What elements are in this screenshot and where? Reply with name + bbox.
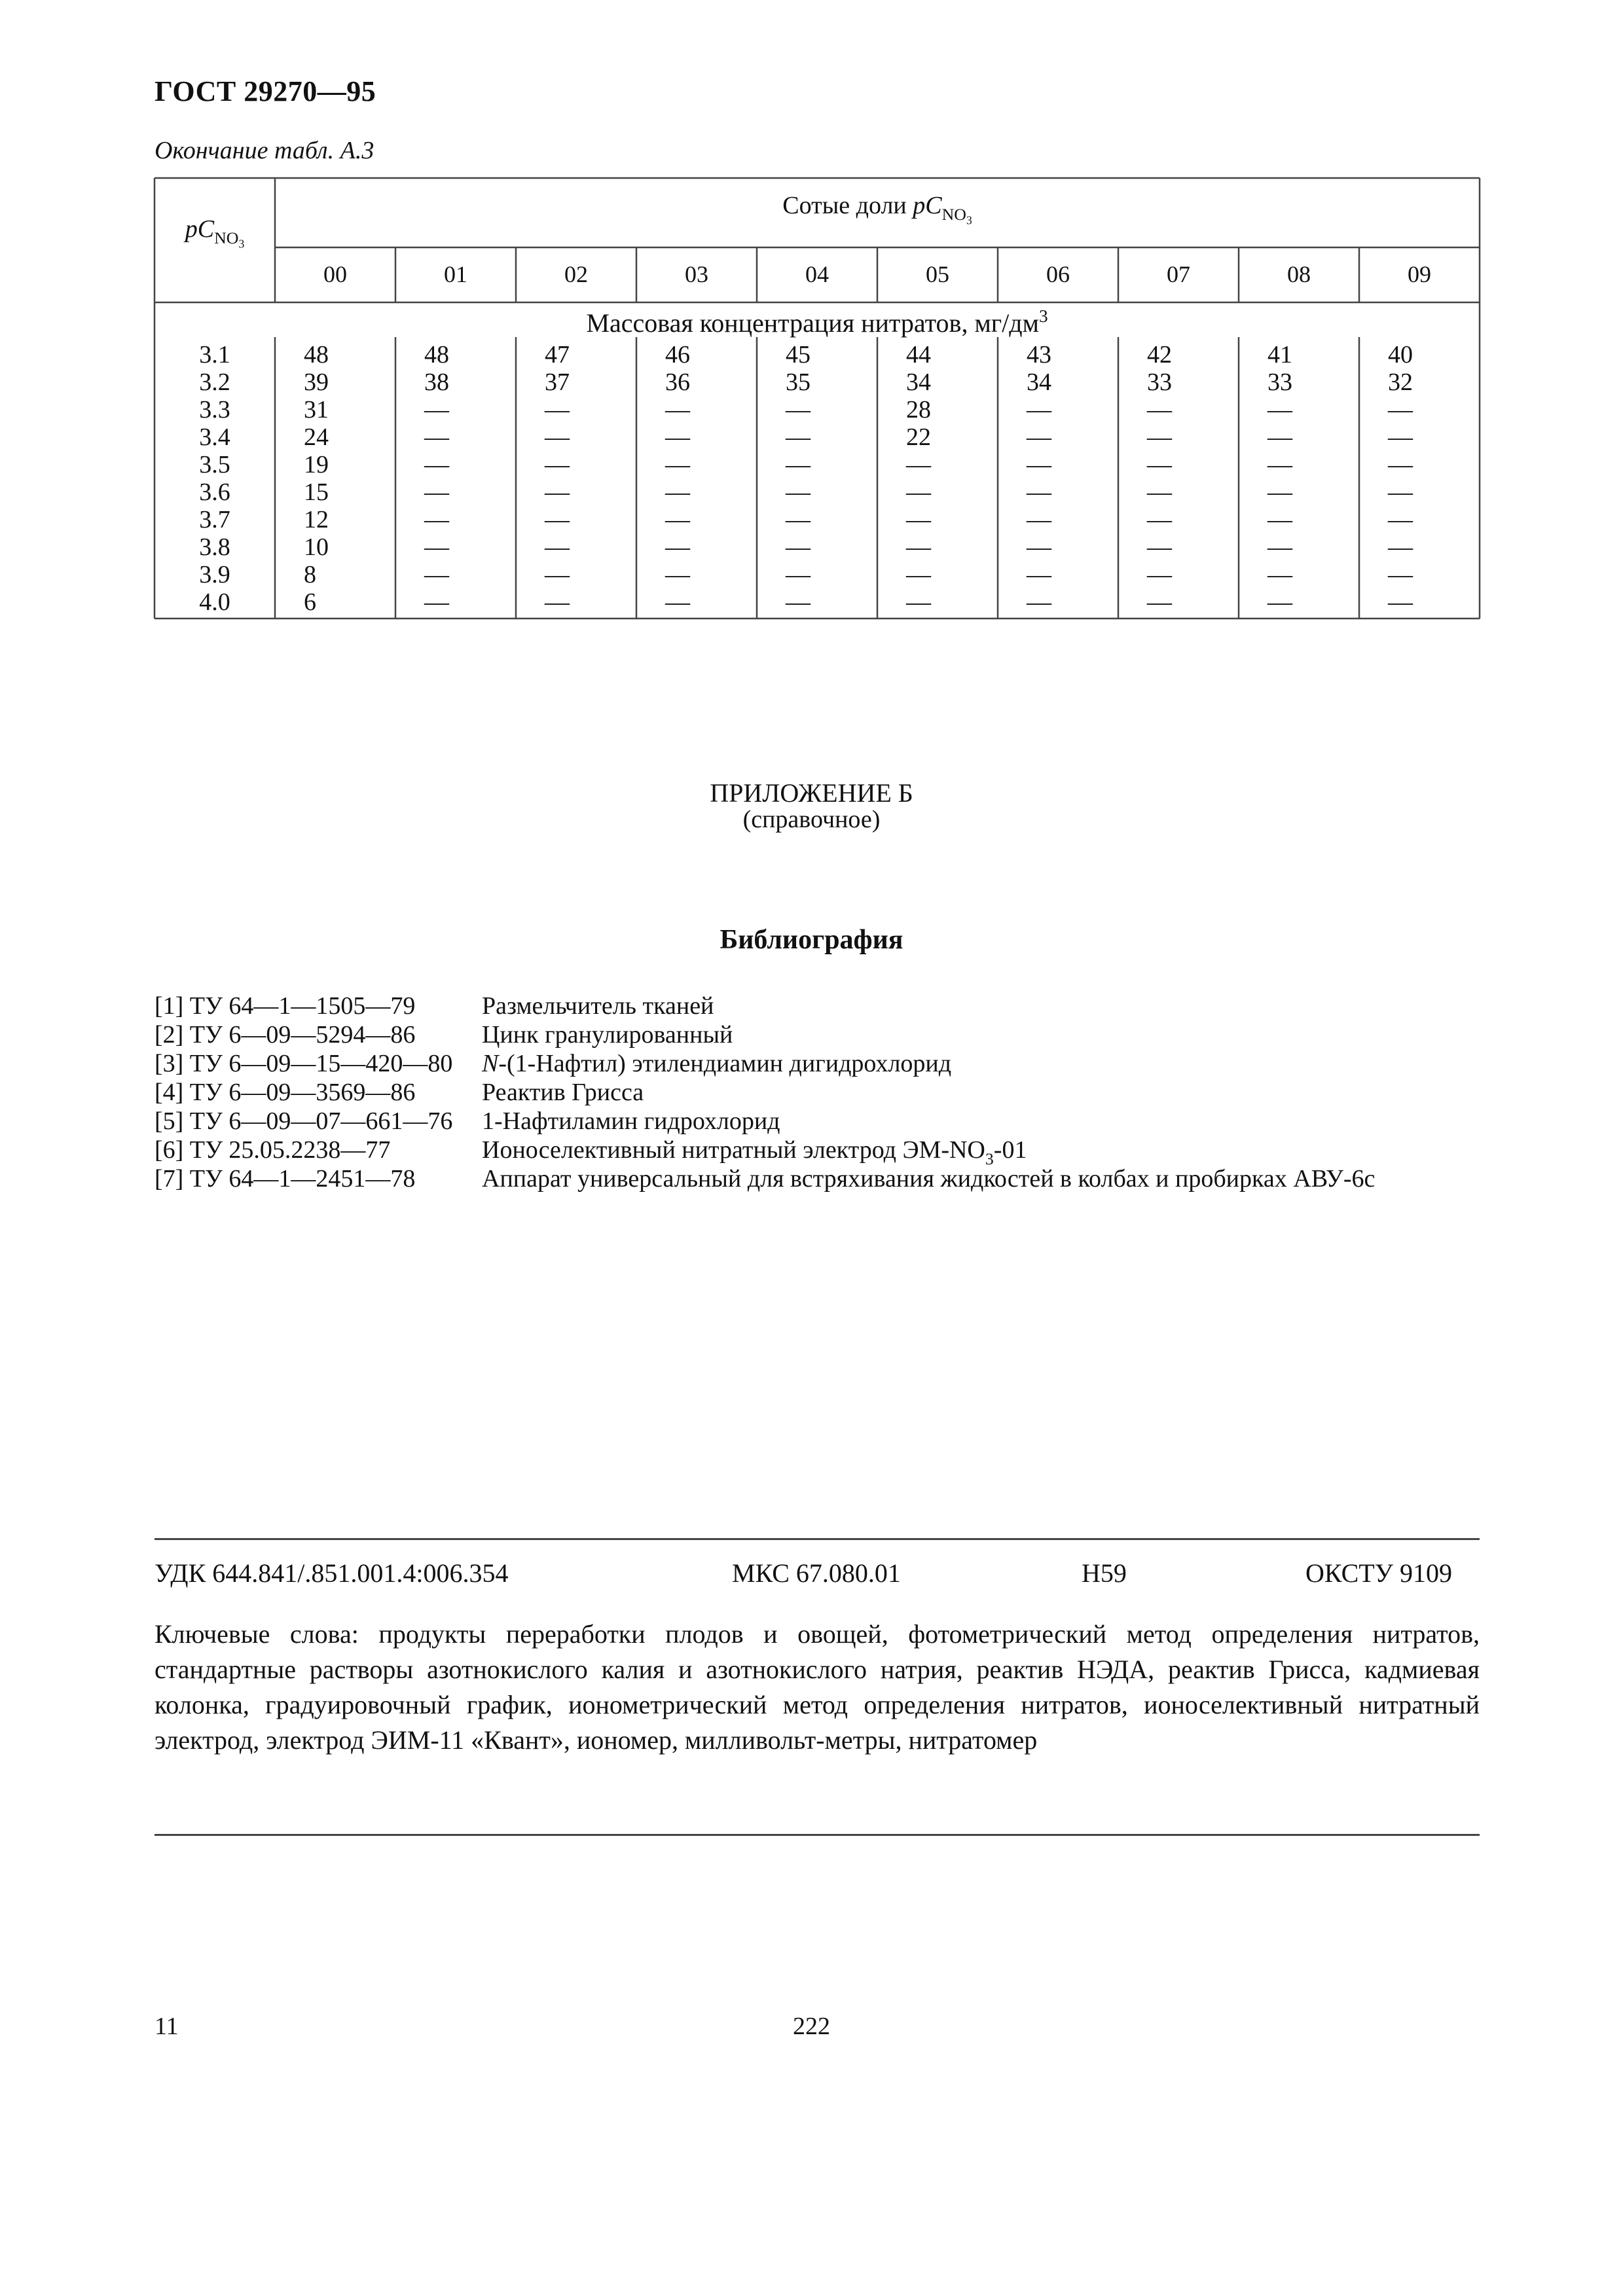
table-row-label: 3.8 bbox=[199, 533, 230, 561]
table-cell: — bbox=[1147, 561, 1172, 588]
table-cell: 12 bbox=[304, 506, 329, 533]
column-header: 09 bbox=[1408, 261, 1431, 287]
table-cell: — bbox=[1388, 506, 1413, 533]
table-cell: — bbox=[424, 478, 449, 506]
table-cell: — bbox=[665, 396, 690, 423]
table-cell: 42 bbox=[1147, 341, 1172, 368]
table-cell: — bbox=[545, 423, 570, 451]
table-cell: — bbox=[1267, 588, 1292, 616]
group-header: Сотые доли $pC_{NO_3}$ bbox=[782, 192, 972, 227]
table-cell: 39 bbox=[304, 368, 329, 396]
table-cell: — bbox=[906, 478, 931, 506]
table-cell: — bbox=[1267, 478, 1292, 506]
table-cell: — bbox=[1388, 533, 1413, 561]
page-number: 222 bbox=[793, 2013, 830, 2040]
table-cell: — bbox=[1388, 451, 1413, 478]
table-cell: — bbox=[665, 478, 690, 506]
table-cell: — bbox=[1027, 561, 1051, 588]
column-header: 03 bbox=[685, 261, 708, 287]
table-cell: — bbox=[665, 533, 690, 561]
footer-divider-bottom bbox=[155, 1834, 1480, 1836]
column-header: 07 bbox=[1167, 261, 1190, 287]
table-cell: 33 bbox=[1147, 368, 1172, 396]
table-cell: — bbox=[1027, 588, 1051, 616]
table-cell: — bbox=[1147, 423, 1172, 451]
table-cell: — bbox=[424, 533, 449, 561]
table-caption: Окончание табл. А.3 bbox=[155, 137, 374, 164]
bib-title: 1-Нафтиламин гидрохлорид bbox=[482, 1107, 780, 1135]
table-cell: — bbox=[1027, 478, 1051, 506]
bib-ref: [4] ТУ 6—09—3569—86 bbox=[155, 1079, 416, 1106]
table-row-label: 3.4 bbox=[199, 423, 230, 451]
table-cell: — bbox=[424, 451, 449, 478]
table-cell: — bbox=[1388, 396, 1413, 423]
table-cell: — bbox=[906, 506, 931, 533]
table-cell: 48 bbox=[424, 341, 449, 368]
table-cell: 43 bbox=[1027, 341, 1051, 368]
table-cell: 41 bbox=[1267, 341, 1292, 368]
okstu-code: ОКСТУ 9109 bbox=[1305, 1558, 1453, 1588]
table-cell: 35 bbox=[786, 368, 811, 396]
table-cell: — bbox=[906, 588, 931, 616]
table-cell: 24 bbox=[304, 423, 329, 451]
table-cell: — bbox=[545, 451, 570, 478]
table-cell: 22 bbox=[906, 423, 931, 451]
table-cell: 19 bbox=[304, 451, 329, 478]
table-cell: — bbox=[786, 588, 811, 616]
column-header: 00 bbox=[323, 261, 347, 287]
table-row-label: 3.3 bbox=[199, 396, 230, 423]
column-header: 01 bbox=[444, 261, 467, 287]
appendix-title: ПРИЛОЖЕНИЕ Б bbox=[710, 778, 913, 808]
table-cell: 28 bbox=[906, 396, 931, 423]
keywords-paragraph: Ключевые слова: продукты переработки плодов и овощей, фотометрический метод определения нитратов, стандартные растворы азотнокислого калия и азотнокислого натрия, реактив НЭДА, реактив Грисса, кадмиевая колонка, градуировочный график, ионометрический метод определения нитратов, ионоселективный нитратный электрод, электрод ЭИМ-11 «Квант», иономер, милливольт-метры, нитратомер bbox=[155, 1619, 1480, 1755]
table-cell: — bbox=[665, 451, 690, 478]
bibliography-title: Библиография bbox=[720, 925, 903, 955]
table-cell: 32 bbox=[1388, 368, 1413, 396]
table-cell: — bbox=[545, 533, 570, 561]
table-cell: — bbox=[1267, 506, 1292, 533]
row-header: $pC_{NO_3}$ bbox=[185, 215, 245, 251]
table-cell: — bbox=[424, 588, 449, 616]
document-header: ГОСТ 29270—95 bbox=[155, 75, 376, 107]
table-cell: — bbox=[545, 561, 570, 588]
table-cell: — bbox=[545, 478, 570, 506]
table-row-label: 3.2 bbox=[199, 368, 230, 396]
table-row-label: 3.1 bbox=[199, 341, 230, 368]
table-cell: 36 bbox=[665, 368, 690, 396]
table-cell: — bbox=[1027, 451, 1051, 478]
bib-ref: [1] ТУ 64—1—1505—79 bbox=[155, 992, 416, 1020]
table-cell: — bbox=[424, 423, 449, 451]
table-cell: 46 bbox=[665, 341, 690, 368]
table-cell: 33 bbox=[1267, 368, 1292, 396]
table-cell: 34 bbox=[1027, 368, 1051, 396]
bib-ref: [3] ТУ 6—09—15—420—80 bbox=[155, 1050, 453, 1077]
bib-ref: [2] ТУ 6—09—5294—86 bbox=[155, 1021, 416, 1049]
page-left-number: 11 bbox=[155, 2013, 179, 2040]
table-cell: — bbox=[1388, 561, 1413, 588]
table-cell: — bbox=[1388, 423, 1413, 451]
table-cell: — bbox=[545, 588, 570, 616]
table-cell: — bbox=[665, 423, 690, 451]
table-cell: — bbox=[906, 561, 931, 588]
table-cell: 10 bbox=[304, 533, 329, 561]
table-cell: 6 bbox=[304, 588, 316, 616]
table-cell: — bbox=[424, 396, 449, 423]
table-row-label: 3.7 bbox=[199, 506, 230, 533]
table-cell: — bbox=[424, 506, 449, 533]
udc-code: УДК 644.841/.851.001.4:006.354 bbox=[155, 1558, 509, 1588]
table-cell: — bbox=[786, 423, 811, 451]
bib-title: Цинк гранулированный bbox=[482, 1021, 733, 1049]
table-cell: — bbox=[906, 451, 931, 478]
table-cell: 45 bbox=[786, 341, 811, 368]
table-span-label: Массовая концентрация нитратов, $мг/дм^3$ bbox=[586, 306, 1048, 338]
table-cell: — bbox=[786, 506, 811, 533]
table-cell: 34 bbox=[906, 368, 931, 396]
table-cell: — bbox=[665, 561, 690, 588]
column-header: 08 bbox=[1287, 261, 1311, 287]
table-cell: — bbox=[1147, 478, 1172, 506]
table-cell: — bbox=[545, 506, 570, 533]
bib-title: Ионоселективный нитратный электрод $ЭМ-NO_3-01$ bbox=[482, 1136, 1027, 1168]
table-cell: — bbox=[665, 506, 690, 533]
classification-code: Н59 bbox=[1082, 1558, 1127, 1588]
table-cell: — bbox=[1147, 588, 1172, 616]
table-cell: — bbox=[1147, 396, 1172, 423]
table-cell: — bbox=[1147, 533, 1172, 561]
table-cell: — bbox=[786, 478, 811, 506]
bib-ref: [6] ТУ 25.05.2238—77 bbox=[155, 1136, 391, 1164]
table-cell: 48 bbox=[304, 341, 329, 368]
table-cell: — bbox=[1267, 561, 1292, 588]
table-cell: 47 bbox=[545, 341, 570, 368]
table-cell: — bbox=[1027, 533, 1051, 561]
table-cell: — bbox=[1388, 478, 1413, 506]
column-header: 04 bbox=[805, 261, 829, 287]
table-cell: — bbox=[786, 533, 811, 561]
table-row-label: 4.0 bbox=[199, 588, 230, 616]
footer-divider bbox=[155, 1538, 1480, 1540]
table-cell: — bbox=[1388, 588, 1413, 616]
table-cell: 44 bbox=[906, 341, 931, 368]
bib-title: Размельчитель тканей bbox=[482, 992, 714, 1020]
table-cell: 40 bbox=[1388, 341, 1413, 368]
table-cell: — bbox=[1027, 396, 1051, 423]
table-cell: — bbox=[1267, 396, 1292, 423]
table-cell: — bbox=[1267, 533, 1292, 561]
bib-title: N-(1-Нафтил) этилендиамин дигидрохлорид bbox=[482, 1050, 952, 1077]
table-cell: 31 bbox=[304, 396, 329, 423]
table-cell: — bbox=[906, 533, 931, 561]
table-cell: — bbox=[1267, 451, 1292, 478]
bib-ref: [7] ТУ 64—1—2451—78 bbox=[155, 1165, 416, 1193]
table-cell: — bbox=[786, 451, 811, 478]
table-cell: — bbox=[786, 396, 811, 423]
table-cell: — bbox=[424, 561, 449, 588]
table-cell: — bbox=[1267, 423, 1292, 451]
table-cell: 8 bbox=[304, 561, 316, 588]
table-row-label: 3.5 bbox=[199, 451, 230, 478]
mks-code: МКС 67.080.01 bbox=[732, 1558, 901, 1588]
table-cell: 37 bbox=[545, 368, 570, 396]
table-cell: — bbox=[786, 561, 811, 588]
table-row-label: 3.6 bbox=[199, 478, 230, 506]
appendix-subtitle: (справочное) bbox=[742, 806, 881, 833]
column-header: 02 bbox=[564, 261, 588, 287]
table-cell: 15 bbox=[304, 478, 329, 506]
column-header: 06 bbox=[1046, 261, 1070, 287]
bib-title: Реактив Грисса bbox=[482, 1079, 644, 1106]
bib-title: Аппарат универсальный для встряхивания жидкостей в колбах и пробирках АВУ-6с bbox=[482, 1165, 1376, 1193]
table-cell: 38 bbox=[424, 368, 449, 396]
table-row-label: 3.9 bbox=[199, 561, 230, 588]
table-cell: — bbox=[1027, 506, 1051, 533]
column-header: 05 bbox=[926, 261, 949, 287]
table-cell: — bbox=[665, 588, 690, 616]
table-cell: — bbox=[1147, 506, 1172, 533]
table-cell: — bbox=[1027, 423, 1051, 451]
table-cell: — bbox=[1147, 451, 1172, 478]
table-cell: — bbox=[545, 396, 570, 423]
bib-ref: [5] ТУ 6—09—07—661—76 bbox=[155, 1107, 453, 1135]
